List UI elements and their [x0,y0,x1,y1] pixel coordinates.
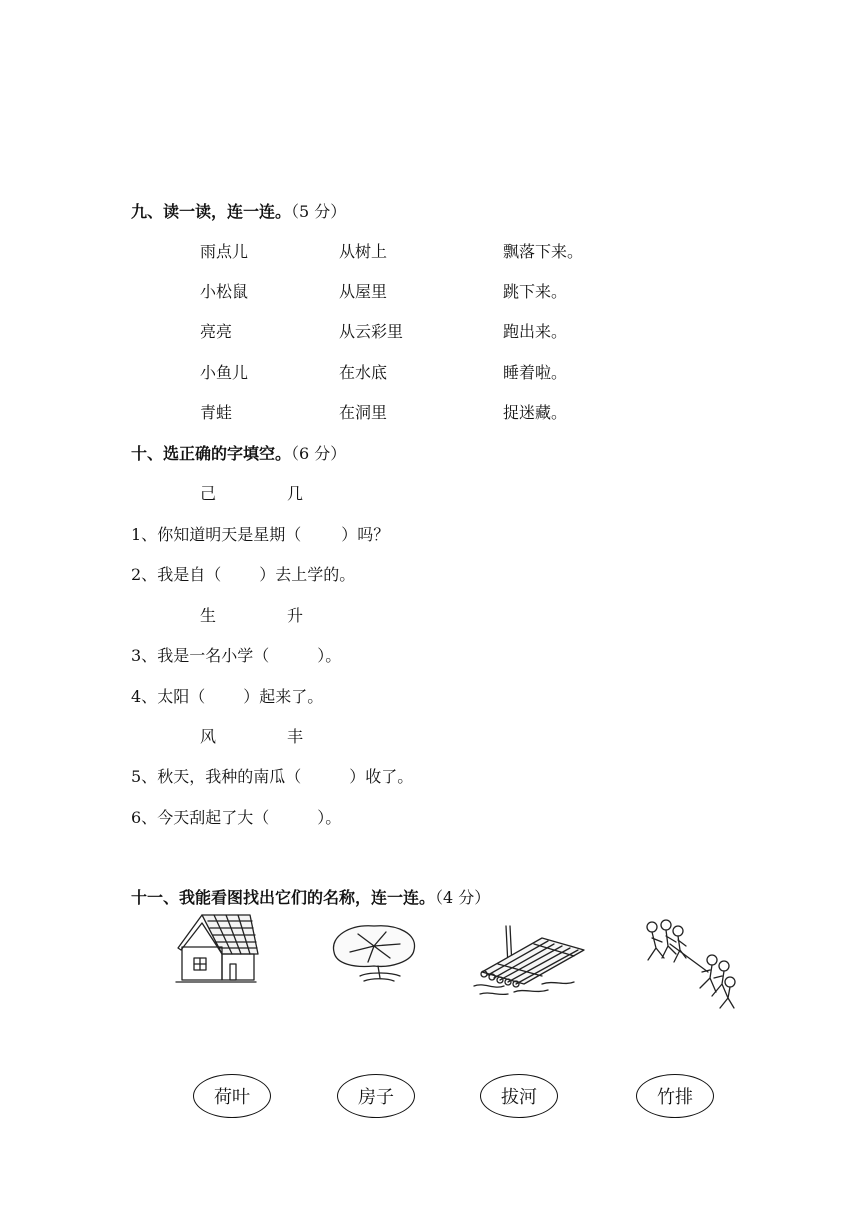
choice-char: 丰 [287,727,304,746]
section-9-col1-item[interactable]: 青蛙 [200,403,233,422]
question-text-after: ）去上学的。 [259,565,356,584]
choice-char: 升 [287,606,304,625]
section-11-heading [131,888,490,908]
choice-char: 几 [287,484,304,503]
question-number: 2、 [131,565,158,584]
question-text-after: ）收了。 [349,767,414,786]
fill-blank-question [131,525,389,545]
fill-blank-question [131,646,341,666]
tug-of-war-illustration[interactable] [640,916,740,1012]
section-9-col2-item[interactable]: 从屋里 [339,282,388,301]
section-9-col1-item[interactable]: 小鱼儿 [200,363,249,382]
question-text-after: ）吗？ [341,525,390,544]
section-10-points: （6 分） [291,444,347,463]
question-text-after: ）。 [317,808,342,827]
section-9-col3-item[interactable]: 睡着啦。 [503,363,568,382]
word-oval-lotus-leaf[interactable]: 荷叶 [193,1074,271,1118]
question-text-after: ）。 [317,646,342,665]
question-text-before: 我是一名小学（ [157,646,270,665]
question-number: 1、 [131,525,158,544]
section-11-points: （4 分） [435,888,491,907]
section-9-points: （5 分） [291,202,347,221]
choice-char: 风 [200,727,217,746]
word-oval-tug-of-war[interactable]: 拔河 [480,1074,558,1118]
section-9-col1-item[interactable]: 雨点儿 [200,242,249,261]
question-number: 3、 [131,646,158,665]
section-9-heading [131,202,346,222]
choice-char: 生 [200,606,217,625]
section-9-col3-item[interactable]: 跑出来。 [503,322,568,341]
question-text-before: 我是自（ [157,565,222,584]
fill-blank-question [131,767,413,787]
section-9-col3-item[interactable]: 捉迷藏。 [503,403,568,422]
word-oval-house[interactable]: 房子 [337,1074,415,1118]
section-9-col3-item[interactable]: 飘落下来。 [503,242,584,261]
bamboo-raft-illustration[interactable] [470,924,586,998]
question-text-before: 今天刮起了大（ [157,808,270,827]
section-9-col2-item[interactable]: 在洞里 [339,403,388,422]
section-10-title: 十、选正确的字填空。 [131,444,292,463]
choice-char: 己 [200,484,217,503]
section-9-col1-item[interactable]: 小松鼠 [200,282,249,301]
question-text-before: 太阳（ [157,687,206,706]
section-9-title: 九、读一读，连一连。 [131,202,292,221]
question-number: 6、 [131,808,158,827]
question-text-before: 你知道明天是星期（ [157,525,302,544]
fill-blank-question [131,687,323,707]
section-9-col2-item[interactable]: 从云彩里 [339,322,404,341]
question-text-after: ）起来了。 [243,687,324,706]
fill-blank-question [131,565,355,585]
fill-blank-question [131,808,341,828]
question-number: 5、 [131,767,158,786]
section-11-title: 十一、我能看图找出它们的名称，连一连。 [131,888,436,907]
section-9-col3-item[interactable]: 跳下来。 [503,282,568,301]
house-illustration[interactable] [172,912,258,986]
question-number: 4、 [131,687,158,706]
lotus-leaf-illustration[interactable] [328,918,420,984]
section-9-col1-item[interactable]: 亮亮 [200,322,233,341]
section-10-heading [131,444,346,464]
section-9-col2-item[interactable]: 从树上 [339,242,388,261]
question-text-before: 秋天，我种的南瓜（ [157,767,302,786]
section-9-col2-item[interactable]: 在水底 [339,363,388,382]
word-oval-bamboo-raft[interactable]: 竹排 [636,1074,714,1118]
